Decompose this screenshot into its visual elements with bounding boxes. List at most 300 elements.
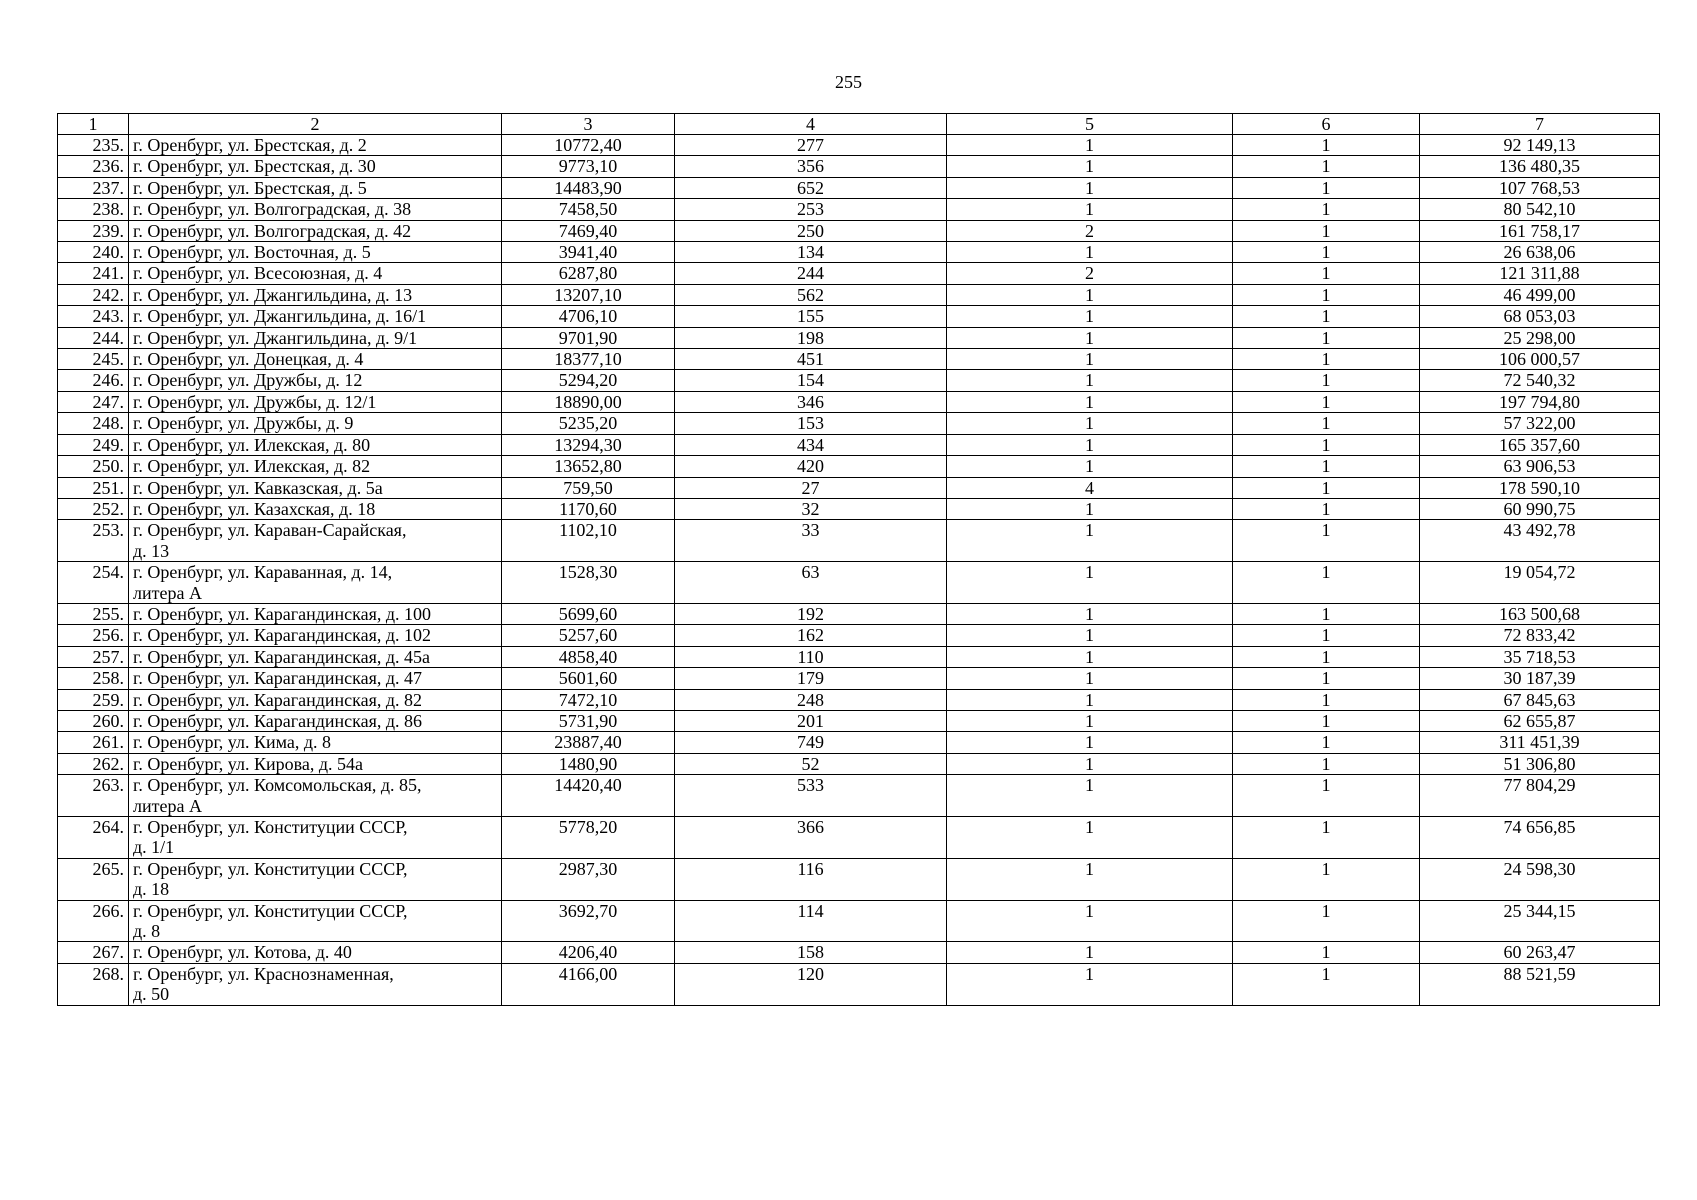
address-line: г. Оренбург, ул. Дружбы, д. 9	[133, 413, 354, 434]
amount-cell: 26 638,06	[1420, 242, 1660, 263]
residents-cell: 155	[675, 306, 947, 327]
row-number-cell: 251.	[58, 477, 129, 498]
residents-cell: 32	[675, 498, 947, 519]
column-6-cell: 1	[1233, 646, 1420, 667]
area-cell: 13294,30	[502, 434, 675, 455]
residents-cell: 250	[675, 220, 947, 241]
address-cell	[129, 498, 502, 519]
amount-cell: 25 298,00	[1420, 327, 1660, 348]
table-row	[58, 391, 1660, 412]
column-5-cell: 1	[947, 562, 1233, 604]
table-row	[58, 775, 1660, 817]
area-cell: 9773,10	[502, 156, 675, 177]
area-cell: 1528,30	[502, 562, 675, 604]
column-6-cell: 1	[1233, 498, 1420, 519]
address-cell	[129, 434, 502, 455]
area-cell: 759,50	[502, 477, 675, 498]
column-6-cell: 1	[1233, 900, 1420, 942]
area-cell: 3692,70	[502, 900, 675, 942]
address-cell	[129, 177, 502, 198]
amount-cell: 60 263,47	[1420, 942, 1660, 963]
table-row	[58, 520, 1660, 562]
address-cell	[129, 349, 502, 370]
column-6-cell: 1	[1233, 156, 1420, 177]
area-cell: 5257,60	[502, 625, 675, 646]
column-5-cell: 1	[947, 603, 1233, 624]
residents-cell: 134	[675, 242, 947, 263]
column-6-cell: 1	[1233, 284, 1420, 305]
area-cell: 9701,90	[502, 327, 675, 348]
address-cell	[129, 858, 502, 900]
column-6-cell: 1	[1233, 520, 1420, 562]
address-cell	[129, 689, 502, 710]
table-row	[58, 220, 1660, 241]
residents-cell: 179	[675, 668, 947, 689]
amount-cell: 67 845,63	[1420, 689, 1660, 710]
row-number-cell: 263.	[58, 775, 129, 817]
address-line: г. Оренбург, ул. Карагандинская, д. 102	[133, 625, 432, 646]
residents-cell: 451	[675, 349, 947, 370]
address-line: г. Оренбург, ул. Карагандинская, д. 47	[133, 668, 423, 689]
address-line: г. Оренбург, ул. Илекская, д. 82	[133, 456, 371, 477]
row-number-cell: 243.	[58, 306, 129, 327]
address-line: д. 50	[133, 984, 170, 1005]
address-line: г. Оренбург, ул. Джангильдина, д. 16/1	[133, 306, 427, 327]
address-line: г. Оренбург, ул. Илекская, д. 80	[133, 434, 371, 455]
amount-cell: 107 768,53	[1420, 177, 1660, 198]
column-5-cell: 4	[947, 477, 1233, 498]
column-5-cell: 1	[947, 753, 1233, 774]
table-row	[58, 263, 1660, 284]
table-row	[58, 963, 1660, 1005]
address-cell	[129, 625, 502, 646]
residents-cell: 162	[675, 625, 947, 646]
address-cell	[129, 413, 502, 434]
amount-cell: 106 000,57	[1420, 349, 1660, 370]
table-row	[58, 177, 1660, 198]
area-cell: 13652,80	[502, 456, 675, 477]
column-5-cell: 1	[947, 942, 1233, 963]
table-row	[58, 349, 1660, 370]
row-number-cell: 255.	[58, 603, 129, 624]
column-5-cell: 1	[947, 775, 1233, 817]
column-6-cell: 1	[1233, 327, 1420, 348]
column-6-cell: 1	[1233, 775, 1420, 817]
column-5-cell: 1	[947, 646, 1233, 667]
amount-cell: 80 542,10	[1420, 199, 1660, 220]
address-line: г. Оренбург, ул. Карагандинская, д. 45а	[133, 646, 431, 667]
address-line: г. Оренбург, ул. Котова, д. 40	[133, 942, 352, 963]
area-cell: 4706,10	[502, 306, 675, 327]
amount-cell: 63 906,53	[1420, 456, 1660, 477]
column-5-cell: 1	[947, 498, 1233, 519]
address-line: литера А	[133, 795, 202, 816]
address-cell	[129, 732, 502, 753]
amount-cell: 92 149,13	[1420, 135, 1660, 156]
amount-cell: 72 540,32	[1420, 370, 1660, 391]
row-number-cell: 259.	[58, 689, 129, 710]
column-5-cell: 1	[947, 668, 1233, 689]
column-5-cell: 1	[947, 625, 1233, 646]
column-6-cell: 1	[1233, 477, 1420, 498]
column-5-cell: 1	[947, 370, 1233, 391]
address-cell	[129, 370, 502, 391]
residents-cell: 120	[675, 963, 947, 1005]
column-6-cell: 1	[1233, 963, 1420, 1005]
table-row	[58, 858, 1660, 900]
row-number-cell: 246.	[58, 370, 129, 391]
address-cell	[129, 477, 502, 498]
address-line: д. 1/1	[133, 837, 175, 858]
table-row	[58, 477, 1660, 498]
residents-cell: 198	[675, 327, 947, 348]
row-number-cell: 235.	[58, 135, 129, 156]
column-5-cell: 1	[947, 434, 1233, 455]
residents-cell: 533	[675, 775, 947, 817]
row-number-cell: 236.	[58, 156, 129, 177]
area-cell: 4166,00	[502, 963, 675, 1005]
address-cell	[129, 306, 502, 327]
row-number-cell: 252.	[58, 498, 129, 519]
amount-cell: 30 187,39	[1420, 668, 1660, 689]
column-header: 7	[1420, 114, 1660, 135]
row-number-cell: 261.	[58, 732, 129, 753]
column-5-cell: 1	[947, 710, 1233, 731]
area-cell: 18890,00	[502, 391, 675, 412]
address-line: г. Оренбург, ул. Джангильдина, д. 13	[133, 284, 413, 305]
address-line: г. Оренбург, ул. Кима, д. 8	[133, 732, 332, 753]
area-cell: 7472,10	[502, 689, 675, 710]
column-5-cell: 1	[947, 156, 1233, 177]
row-number-cell: 254.	[58, 562, 129, 604]
column-5-cell: 1	[947, 242, 1233, 263]
column-6-cell: 1	[1233, 135, 1420, 156]
address-cell	[129, 199, 502, 220]
area-cell: 13207,10	[502, 284, 675, 305]
amount-cell: 136 480,35	[1420, 156, 1660, 177]
amount-cell: 51 306,80	[1420, 753, 1660, 774]
row-number-cell: 247.	[58, 391, 129, 412]
row-number-cell: 264.	[58, 817, 129, 859]
amount-cell: 24 598,30	[1420, 858, 1660, 900]
column-5-cell: 2	[947, 220, 1233, 241]
row-number-cell: 260.	[58, 710, 129, 731]
address-line: г. Оренбург, ул. Караванная, д. 14,	[133, 562, 393, 583]
address-line: г. Оренбург, ул. Казахская, д. 18	[133, 498, 376, 519]
table-row	[58, 498, 1660, 519]
residents-cell: 652	[675, 177, 947, 198]
column-5-cell: 1	[947, 732, 1233, 753]
row-number-cell: 266.	[58, 900, 129, 942]
table-row	[58, 242, 1660, 263]
residents-cell: 248	[675, 689, 947, 710]
residents-cell: 110	[675, 646, 947, 667]
residents-cell: 366	[675, 817, 947, 859]
residents-cell: 63	[675, 562, 947, 604]
area-cell: 18377,10	[502, 349, 675, 370]
row-number-cell: 256.	[58, 625, 129, 646]
amount-cell: 57 322,00	[1420, 413, 1660, 434]
column-6-cell: 1	[1233, 177, 1420, 198]
address-cell	[129, 775, 502, 817]
column-header: 1	[58, 114, 129, 135]
column-6-cell: 1	[1233, 220, 1420, 241]
row-number-cell: 237.	[58, 177, 129, 198]
address-cell	[129, 520, 502, 562]
column-6-cell: 1	[1233, 434, 1420, 455]
address-line: г. Оренбург, ул. Конституции СССР,	[133, 858, 408, 879]
page-number: 255	[835, 72, 862, 92]
row-number-cell: 253.	[58, 520, 129, 562]
table-row	[58, 942, 1660, 963]
column-6-cell: 1	[1233, 689, 1420, 710]
area-cell: 7458,50	[502, 199, 675, 220]
address-line: д. 18	[133, 879, 170, 900]
residents-cell: 33	[675, 520, 947, 562]
row-number-cell: 245.	[58, 349, 129, 370]
registry-table	[57, 113, 1660, 1006]
column-5-cell: 1	[947, 306, 1233, 327]
amount-cell: 88 521,59	[1420, 963, 1660, 1005]
area-cell: 1170,60	[502, 498, 675, 519]
table-row	[58, 306, 1660, 327]
row-number-cell: 242.	[58, 284, 129, 305]
area-cell: 5699,60	[502, 603, 675, 624]
address-line: г. Оренбург, ул. Донецкая, д. 4	[133, 349, 364, 370]
address-line: г. Оренбург, ул. Волгоградская, д. 38	[133, 199, 412, 220]
column-header: 6	[1233, 114, 1420, 135]
column-6-cell: 1	[1233, 562, 1420, 604]
address-cell	[129, 391, 502, 412]
amount-cell: 74 656,85	[1420, 817, 1660, 859]
amount-cell: 35 718,53	[1420, 646, 1660, 667]
amount-cell: 68 053,03	[1420, 306, 1660, 327]
table-row	[58, 562, 1660, 604]
address-line: г. Оренбург, ул. Кавказская, д. 5а	[133, 477, 383, 498]
area-cell: 5294,20	[502, 370, 675, 391]
area-cell: 6287,80	[502, 263, 675, 284]
column-5-cell: 1	[947, 199, 1233, 220]
table-row	[58, 434, 1660, 455]
address-line: г. Оренбург, ул. Конституции СССР,	[133, 900, 408, 921]
column-header: 3	[502, 114, 675, 135]
area-cell: 2987,30	[502, 858, 675, 900]
address-line: г. Оренбург, ул. Дружбы, д. 12	[133, 370, 363, 391]
address-cell	[129, 135, 502, 156]
column-5-cell: 1	[947, 177, 1233, 198]
table-row	[58, 900, 1660, 942]
area-cell: 5731,90	[502, 710, 675, 731]
column-6-cell: 1	[1233, 858, 1420, 900]
amount-cell: 72 833,42	[1420, 625, 1660, 646]
residents-cell: 420	[675, 456, 947, 477]
amount-cell: 121 311,88	[1420, 263, 1660, 284]
column-6-cell: 1	[1233, 456, 1420, 477]
area-cell: 4858,40	[502, 646, 675, 667]
address-cell	[129, 242, 502, 263]
address-line: г. Оренбург, ул. Всесоюзная, д. 4	[133, 263, 383, 284]
column-5-cell: 1	[947, 391, 1233, 412]
column-5-cell: 1	[947, 456, 1233, 477]
address-line: г. Оренбург, ул. Брестская, д. 30	[133, 156, 376, 177]
address-line: г. Оренбург, ул. Краснознаменная,	[133, 963, 394, 984]
residents-cell: 27	[675, 477, 947, 498]
table-row	[58, 732, 1660, 753]
address-line: г. Оренбург, ул. Волгоградская, д. 42	[133, 220, 412, 241]
residents-cell: 201	[675, 710, 947, 731]
column-6-cell: 1	[1233, 710, 1420, 731]
residents-cell: 277	[675, 135, 947, 156]
table-row	[58, 456, 1660, 477]
table-row	[58, 135, 1660, 156]
row-number-cell: 240.	[58, 242, 129, 263]
area-cell: 4206,40	[502, 942, 675, 963]
residents-cell: 749	[675, 732, 947, 753]
amount-cell: 311 451,39	[1420, 732, 1660, 753]
amount-cell: 43 492,78	[1420, 520, 1660, 562]
table-row	[58, 689, 1660, 710]
table-row	[58, 284, 1660, 305]
table-row	[58, 668, 1660, 689]
address-cell	[129, 456, 502, 477]
address-cell	[129, 753, 502, 774]
row-number-cell: 257.	[58, 646, 129, 667]
column-5-cell: 1	[947, 284, 1233, 305]
row-number-cell: 262.	[58, 753, 129, 774]
address-cell	[129, 156, 502, 177]
address-line: г. Оренбург, ул. Комсомольская, д. 85,	[133, 775, 422, 796]
registry-body	[58, 135, 1660, 1006]
amount-cell: 197 794,80	[1420, 391, 1660, 412]
address-cell	[129, 646, 502, 667]
row-number-cell: 249.	[58, 434, 129, 455]
column-6-cell: 1	[1233, 625, 1420, 646]
amount-cell: 178 590,10	[1420, 477, 1660, 498]
amount-cell: 60 990,75	[1420, 498, 1660, 519]
address-line: г. Оренбург, ул. Караван-Сарайская,	[133, 520, 407, 541]
amount-cell: 163 500,68	[1420, 603, 1660, 624]
address-line: г. Оренбург, ул. Восточная, д. 5	[133, 242, 371, 263]
residents-cell: 114	[675, 900, 947, 942]
column-6-cell: 1	[1233, 199, 1420, 220]
address-line: литера А	[133, 582, 202, 603]
address-line: г. Оренбург, ул. Джангильдина, д. 9/1	[133, 327, 418, 348]
column-5-cell: 2	[947, 263, 1233, 284]
area-cell: 5235,20	[502, 413, 675, 434]
column-header: 2	[129, 114, 502, 135]
address-line: г. Оренбург, ул. Карагандинская, д. 100	[133, 603, 432, 624]
column-6-cell: 1	[1233, 942, 1420, 963]
table-row	[58, 753, 1660, 774]
address-cell	[129, 963, 502, 1005]
area-cell: 1102,10	[502, 520, 675, 562]
row-number-cell: 250.	[58, 456, 129, 477]
column-5-cell: 1	[947, 135, 1233, 156]
column-6-cell: 1	[1233, 306, 1420, 327]
amount-cell: 25 344,15	[1420, 900, 1660, 942]
amount-cell: 77 804,29	[1420, 775, 1660, 817]
table-row	[58, 327, 1660, 348]
column-6-cell: 1	[1233, 370, 1420, 391]
area-cell: 5601,60	[502, 668, 675, 689]
residents-cell: 356	[675, 156, 947, 177]
column-5-cell: 1	[947, 349, 1233, 370]
address-line: г. Оренбург, ул. Конституции СССР,	[133, 817, 408, 837]
column-header: 5	[947, 114, 1233, 135]
column-number-row	[58, 114, 1660, 135]
residents-cell: 434	[675, 434, 947, 455]
address-cell	[129, 327, 502, 348]
amount-cell: 19 054,72	[1420, 562, 1660, 604]
row-number-cell: 241.	[58, 263, 129, 284]
table-row	[58, 817, 1660, 859]
column-6-cell: 1	[1233, 413, 1420, 434]
address-line: г. Оренбург, ул. Брестская, д. 5	[133, 177, 367, 198]
area-cell: 23887,40	[502, 732, 675, 753]
residents-cell: 253	[675, 199, 947, 220]
table-row	[58, 156, 1660, 177]
row-number-cell: 258.	[58, 668, 129, 689]
residents-cell: 244	[675, 263, 947, 284]
table-row	[58, 646, 1660, 667]
column-6-cell: 1	[1233, 242, 1420, 263]
residents-cell: 116	[675, 858, 947, 900]
table-row	[58, 710, 1660, 731]
table-row	[58, 625, 1660, 646]
column-6-cell: 1	[1233, 391, 1420, 412]
address-cell	[129, 562, 502, 604]
area-cell: 3941,40	[502, 242, 675, 263]
amount-cell: 62 655,87	[1420, 710, 1660, 731]
row-number-cell: 248.	[58, 413, 129, 434]
address-line: д. 8	[133, 921, 161, 942]
residents-cell: 52	[675, 753, 947, 774]
column-6-cell: 1	[1233, 349, 1420, 370]
residents-cell: 154	[675, 370, 947, 391]
column-5-cell: 1	[947, 817, 1233, 859]
table-row	[58, 199, 1660, 220]
address-line: г. Оренбург, ул. Карагандинская, д. 86	[133, 710, 423, 731]
residents-cell: 158	[675, 942, 947, 963]
residents-cell: 192	[675, 603, 947, 624]
residents-cell: 346	[675, 391, 947, 412]
column-6-cell: 1	[1233, 668, 1420, 689]
row-number-cell: 268.	[58, 963, 129, 1005]
amount-cell: 161 758,17	[1420, 220, 1660, 241]
table-row	[58, 413, 1660, 434]
column-5-cell: 1	[947, 520, 1233, 562]
area-cell: 10772,40	[502, 135, 675, 156]
column-5-cell: 1	[947, 413, 1233, 434]
address-line: г. Оренбург, ул. Дружбы, д. 12/1	[133, 391, 377, 412]
address-cell	[129, 263, 502, 284]
table-row	[58, 603, 1660, 624]
row-number-cell: 267.	[58, 942, 129, 963]
column-5-cell: 1	[947, 858, 1233, 900]
area-cell: 7469,40	[502, 220, 675, 241]
address-line: д. 13	[133, 540, 170, 561]
row-number-cell: 238.	[58, 199, 129, 220]
address-cell	[129, 284, 502, 305]
column-5-cell: 1	[947, 963, 1233, 1005]
column-6-cell: 1	[1233, 817, 1420, 859]
residents-cell: 562	[675, 284, 947, 305]
row-number-cell: 265.	[58, 858, 129, 900]
address-cell	[129, 942, 502, 963]
column-5-cell: 1	[947, 900, 1233, 942]
address-line: г. Оренбург, ул. Кирова, д. 54а	[133, 753, 364, 774]
address-cell	[129, 817, 502, 859]
